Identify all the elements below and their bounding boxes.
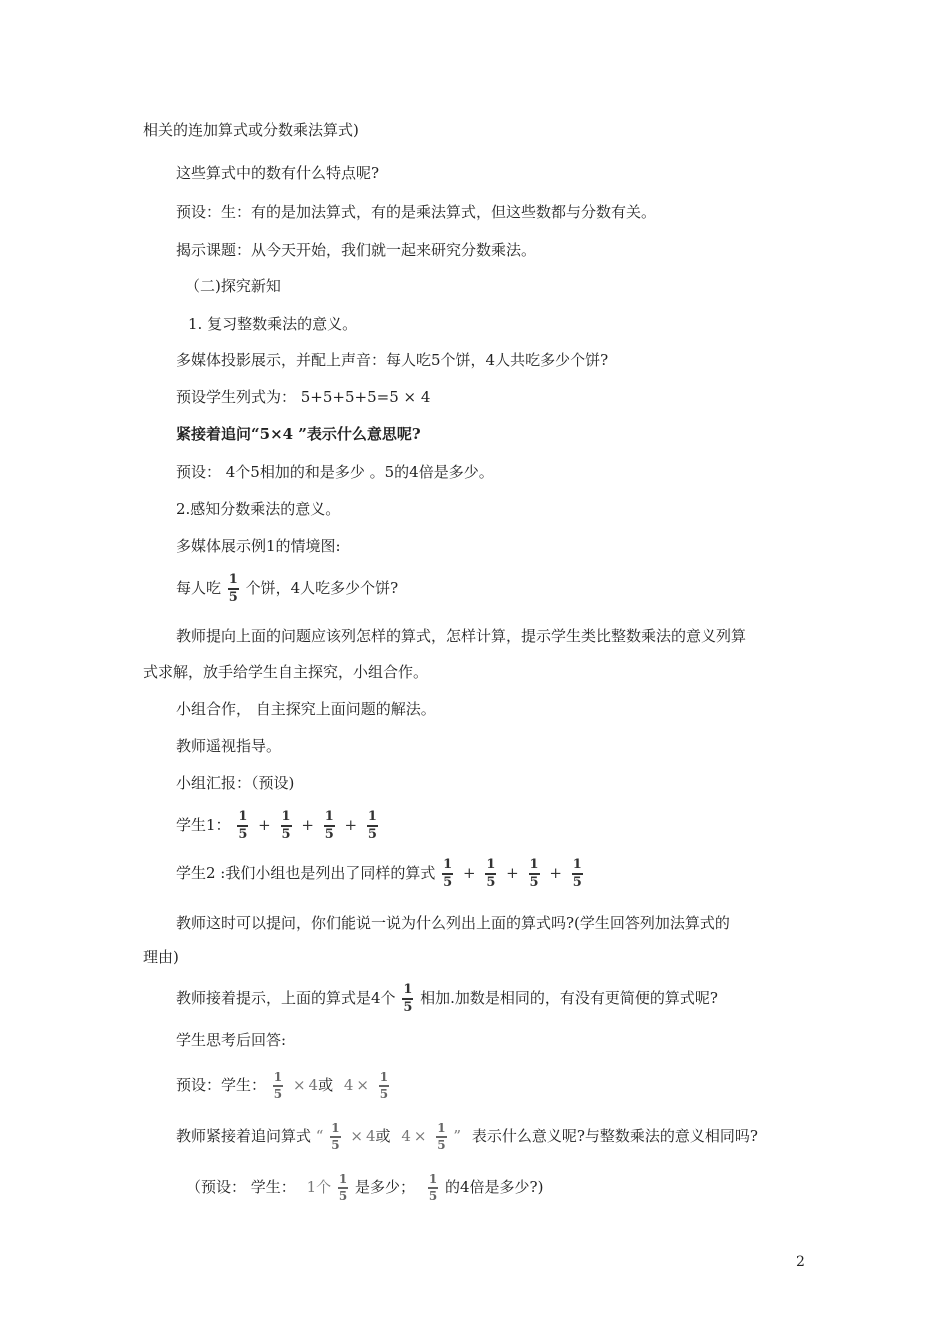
text-line: 预设学生列式为： 5+5+5+5=5 × 4 [176,388,431,406]
text-line: 多媒体展示例1的情境图: [176,537,341,555]
fraction-one-fifth [379,1071,389,1101]
denominator: 5 [331,1137,340,1152]
denominator: 5 [529,874,539,890]
denominator: 5 [572,874,582,890]
denominator: 5 [273,1086,283,1101]
numerator: 1 [379,1070,389,1085]
numerator: 1 [486,857,496,873]
text-segment: 教师接着提示，上面的算式是4个 [176,989,396,1007]
plus-sign: + [344,816,358,834]
fraction-one-fifth [324,810,335,842]
times-sign: × [350,1127,363,1145]
numerator: 1 [428,1172,438,1187]
text-line: 这些算式中的数有什么特点呢? [176,164,380,182]
text-segment: 预设：学生： [176,1076,267,1094]
fraction-one-fifth [436,1122,446,1152]
fraction-one-fifth [228,573,239,605]
fraction-one-fifth [485,858,496,890]
text-segment: 学生1： [176,816,231,834]
number-one: 1 [306,1178,317,1196]
text-line: 相关的连加算式或分数乘法算式) [143,121,359,139]
times-sign: × [356,1076,369,1094]
text-line-with-expression [176,805,380,845]
section-heading: （二)探究新知 [185,277,281,295]
fraction-one-fifth [330,1122,340,1152]
denominator: 5 [238,826,248,842]
text-segment: 个饼，4人吃多少个饼? [245,579,399,597]
numerator: 1 [331,1121,340,1136]
number-four: 4 [401,1127,411,1145]
text-line: 教师这时可以提问，你们能说一说为什么列出上面的算式吗?(学生回答列加法算式的 [176,914,730,932]
text-line: 多媒体投影展示，并配上声音：每人吃5个饼，4人共吃多少个饼? [176,351,609,369]
plus-sign: + [549,864,562,882]
text-line-with-fraction [176,978,718,1018]
text-line: 揭示课题：从今天开始，我们就一起来研究分数乘法。 [176,241,537,259]
numerator: 1 [529,857,539,873]
fraction-one-fifth [442,858,453,890]
fraction-one-fifth [237,810,248,842]
quote-close: ” [453,1127,462,1145]
fraction-one-fifth [402,983,413,1015]
denominator: 5 [338,1188,348,1203]
measure-word: 个 [316,1178,332,1196]
bold-question: 紧接着追问“5×4 ”表示什么意思呢? [176,425,421,443]
denominator: 5 [403,999,413,1015]
denominator: 5 [281,826,291,842]
text-line-with-fraction [176,570,398,606]
text-line: 小组合作， 自主探究上面问题的解法。 [176,700,436,718]
text-line: 学生思考后回答: [176,1031,287,1049]
numerator: 1 [367,809,377,825]
fraction-one-fifth [367,810,378,842]
text-line: 预设： 4个5相加的和是多少 。5的4倍是多少。 [176,463,494,481]
text-line: 预设：生：有的是加法算式，有的是乘法算式，但这些数都与分数有关。 [176,203,657,221]
or-word: 或 [375,1127,391,1145]
fraction-one-fifth [572,858,583,890]
text-segment: （预设： 学生： [186,1178,296,1196]
text-segment: 教师紧接着追问算式 [176,1127,312,1145]
numerator: 1 [238,809,248,825]
text-line: 教师遥视指导。 [176,737,282,755]
text-segment: 学生2 :我们小组也是列出了同样的算式 [176,864,436,882]
times-sign: × [292,1076,306,1094]
plus-sign: + [462,864,476,882]
times-sign: × [413,1127,427,1145]
text-segment: 每人吃 [176,579,222,597]
denominator: 5 [228,589,238,605]
number-four: 4 [308,1076,319,1094]
fraction-one-fifth [428,1173,438,1203]
plus-sign: + [258,816,271,834]
numerator: 1 [443,857,453,873]
quote-open: “ [315,1127,324,1145]
denominator: 5 [379,1086,389,1101]
numerator: 1 [273,1070,283,1085]
text-line: 式求解，放手给学生自主探究，小组合作。 [143,663,429,681]
text-line: 小组汇报：（预设) [176,774,295,792]
text-line-with-expression [176,853,585,893]
numerator: 1 [324,809,334,825]
numerator: 1 [403,982,413,998]
fraction-one-fifth [273,1071,283,1101]
text-line-with-expression [176,1064,391,1106]
numerator: 1 [572,857,582,873]
fraction-one-fifth [338,1173,348,1203]
text-segment: 是多少； [355,1178,416,1196]
text-segment: 相加.加数是相同的，有没有更简便的算式呢? [420,989,718,1007]
numerator: 1 [228,572,238,588]
numerator: 1 [281,809,291,825]
text-line-with-expression [176,1116,758,1156]
text-line: 教师提向上面的问题应该列怎样的算式，怎样计算，提示学生类比整数乘法的意义列算 [176,627,747,645]
text-line: 理由) [143,948,179,966]
number-four: 4 [343,1076,354,1094]
plus-sign: + [506,864,519,882]
denominator: 5 [486,874,496,890]
denominator: 5 [443,874,453,890]
fraction-one-fifth [529,858,540,890]
text-segment: 表示什么意义呢?与整数乘法的意义相同吗? [471,1127,758,1145]
list-item: 1. 复习整数乘法的意义。 [188,315,358,333]
text-segment: 的4倍是多少?) [444,1178,544,1196]
denominator: 5 [367,826,377,842]
denominator: 5 [428,1188,438,1203]
numerator: 1 [338,1172,348,1187]
list-item: 2.感知分数乘法的意义。 [176,500,341,518]
numerator: 1 [437,1121,446,1136]
page-number: 2 [796,1254,805,1270]
denominator: 5 [437,1137,446,1152]
plus-sign: + [301,816,314,834]
text-line-with-expression [186,1166,543,1208]
or-word: 或 [318,1076,334,1094]
fraction-one-fifth [281,810,292,842]
number-four: 4 [365,1127,376,1145]
denominator: 5 [324,826,334,842]
